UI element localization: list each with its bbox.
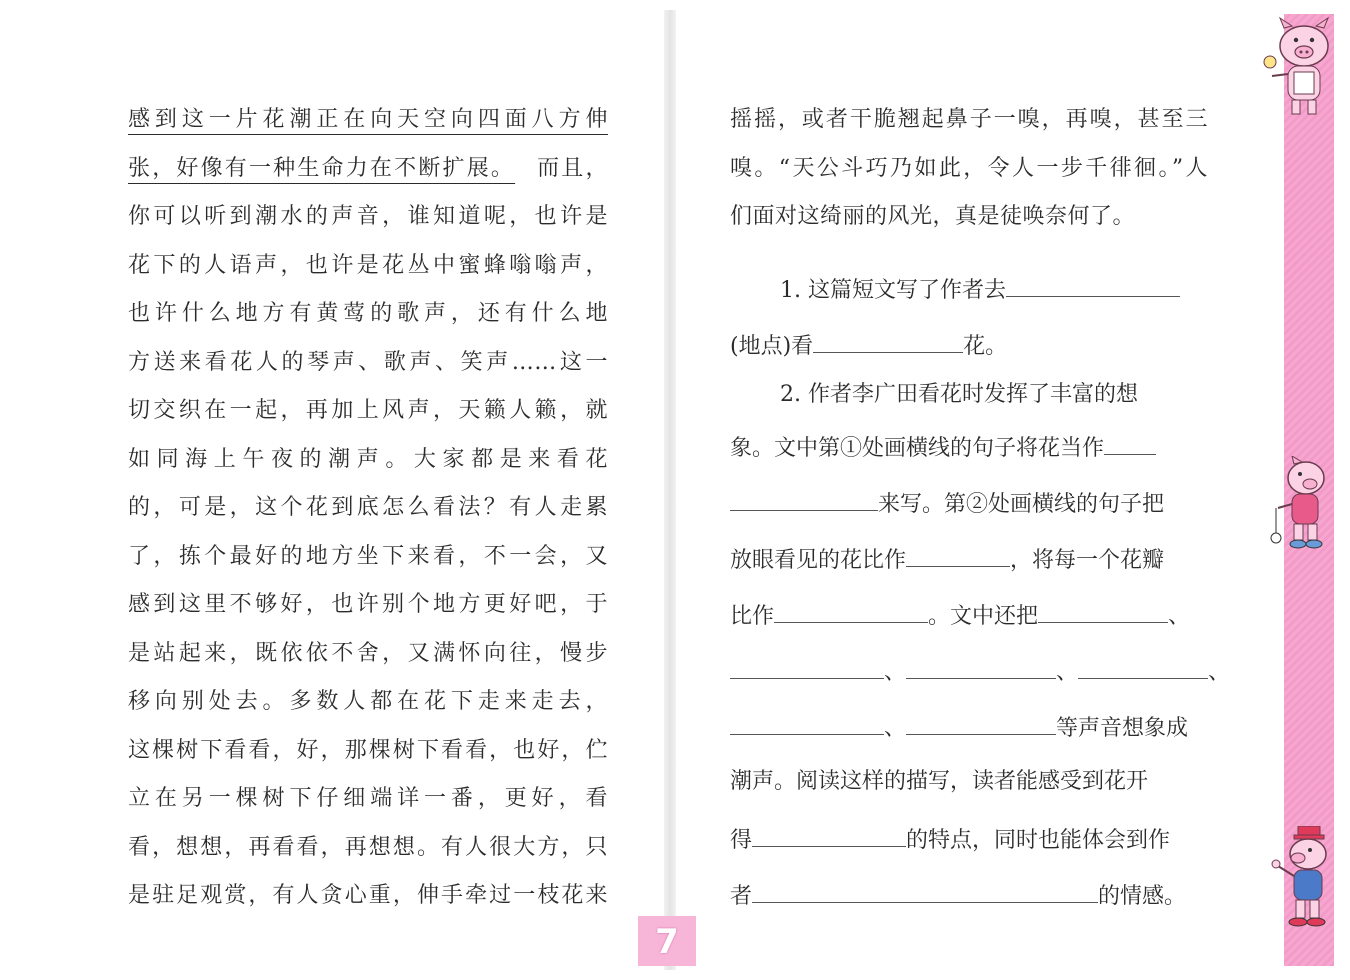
question-2-line-9: 得 的特点，同时也能体会到作 [730,818,1170,861]
question-2-line-7: 、 等声音想象成 [730,706,1188,749]
answer-blank[interactable] [752,818,906,847]
underlined-sentence: 张，好像有一种生命力在不断扩展。 [128,155,516,181]
question-2-line-8: 潮声。阅读这样的描写，读者能感受到花开 [730,769,1149,794]
book-gutter [664,10,676,970]
question-2-line-3: 来写。第②处画横线的句子把 [730,482,1164,525]
question-2-line-5: 比作 。文中还把 、 [730,594,1190,637]
answer-blank[interactable] [774,594,928,623]
answer-blank[interactable] [730,482,878,511]
text-line: 了，拣个最好的地方坐下来看，不一会，又 [128,543,608,569]
answer-blank[interactable] [1078,650,1208,679]
question-2-line-2: 象。文中第①处画横线的句子将花当作 [730,426,1156,469]
text-line: 如同海上午夜的潮声。大家都是来看花 [128,446,608,472]
answer-blank[interactable] [813,324,963,353]
question-1-line-2: (地点)看 花。 [730,324,1007,367]
answer-blank[interactable] [752,874,1098,903]
text-line: 感到这里不够好，也许别个地方更好吧，于 [128,592,608,617]
pig-mascot-waving-icon [1264,826,1336,930]
text-line: 移向别处去。多数人都在花下走来走去， [128,689,608,714]
answer-blank[interactable] [730,650,884,679]
text-line: 是驻足观赏，有人贪心重，伸手牵过一枝花来 [128,883,608,908]
question-1-line-1: 1. 这篇短文写了作者去 [780,268,1180,311]
text-line: 摇摇，或者干脆翘起鼻子一嗅，再嗅，甚至三 [730,107,1208,132]
question-2-line-10: 者 的情感。 [730,874,1186,917]
answer-blank[interactable] [906,650,1056,679]
text-line: 嗅。“天公斗巧乃如此，令人一步千徘徊。”人 [730,155,1208,181]
text-line: 看，想想，再看看，再想想。有人很大方，只 [128,834,608,860]
answer-blank[interactable] [730,706,884,735]
question-2-line-6: 、 、 、 [730,650,1230,693]
page-number: 7 [638,916,696,966]
text-line: 的，可是，这个花到底怎么看法？有人走累 [128,495,608,520]
text-line: 花下的人语声，也许是花丛中蜜蜂嗡嗡声， [128,252,608,278]
answer-blank[interactable] [1006,268,1180,297]
text-line: 们面对这绮丽的风光，真是徒唤奈何了。 [730,204,1136,229]
text-line: 立在另一棵树下仔细端详一番，更好，看 [128,786,608,811]
right-page-text [730,96,1208,242]
text-line: 这棵树下看看，好，那棵树下看看，也好，伫 [128,737,608,763]
text-line: 切交织在一起，再加上风声，天籁人籁，就 [128,398,608,423]
answer-blank[interactable] [906,538,1010,567]
answer-blank[interactable] [1104,426,1156,455]
answer-blank[interactable] [1038,594,1168,623]
answer-blank[interactable] [906,706,1056,735]
left-page-text [128,96,608,921]
text-line: 你可以听到潮水的声音，谁知道呢，也许是 [128,204,608,229]
text-line [128,145,608,194]
question-2-line-1: 2. 作者李广田看花时发挥了丰富的想 [780,382,1138,407]
text-line-tail: 而且， [537,155,608,181]
text-line: 也许什么地方有黄莺的歌声，还有什么地 [128,301,608,326]
pig-mascot-yoyo-icon [1262,456,1334,556]
text-line: 是站起来，既依依不舍，又满怀向往，慢步 [128,640,608,666]
pig-mascot-icon [1258,16,1342,120]
question-2-line-4: 放眼看见的花比作 ，将每一个花瓣 [730,538,1164,581]
text-line-underlined: 感到这一片花潮正在向天空向四面八方伸 [128,107,608,132]
text-line: 方送来看花人的琴声、歌声、笑声……这一 [128,349,608,375]
